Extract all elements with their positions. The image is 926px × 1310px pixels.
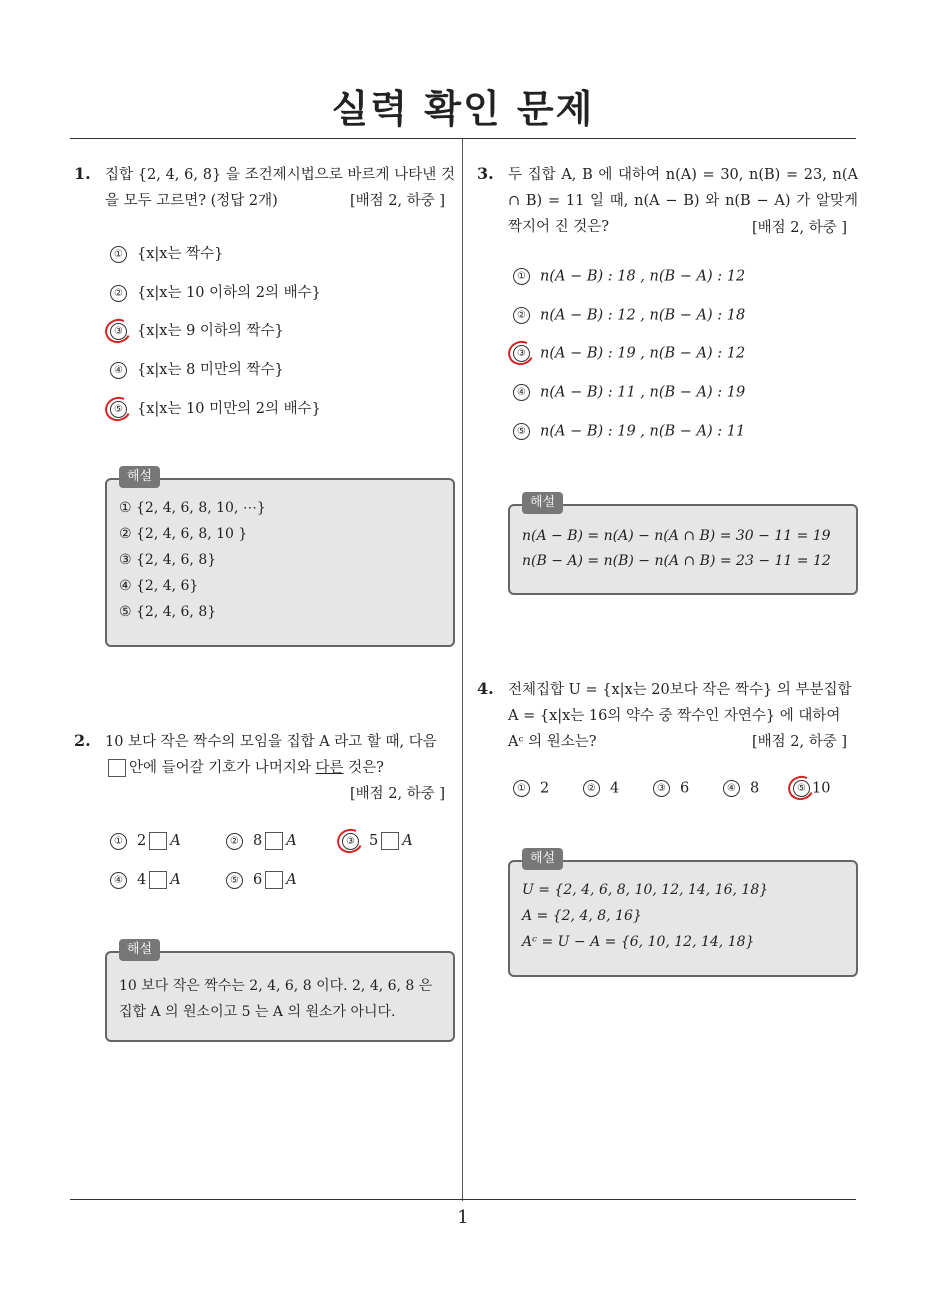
option-number-5: ⑤ <box>226 872 243 889</box>
option-number-3: ③ <box>513 345 530 362</box>
q4-option-3[interactable]: ③ 6 <box>653 780 689 797</box>
question-number-4: 4. <box>477 679 494 698</box>
question-2-text: 10 보다 작은 짝수의 모임을 집합 A 라고 할 때, 다음 안에 들어갈 기호가 나머지와 다른 것은? <box>105 734 437 776</box>
solution-tag: 해설 <box>522 492 563 514</box>
solution-line: U = {2, 4, 6, 8, 10, 12, 14, 16, 18} <box>522 882 769 898</box>
solution-line: ④ {2, 4, 6} <box>119 578 199 594</box>
answer-mark <box>334 825 366 856</box>
q1-option-4[interactable] <box>110 358 284 379</box>
option-text: {x|x는 10 미만의 2의 배수} <box>137 401 321 417</box>
q1-option-5[interactable] <box>110 397 321 418</box>
question-number-1: 1. <box>74 164 91 183</box>
option-text: {x|x는 8 미만의 짝수} <box>137 362 284 378</box>
question-1-text: 집합 {2, 4, 6, 8} 을 조건제시법으로 바르게 나타낸 것을 모두 고르면? (정답 2개) <box>105 167 455 209</box>
option-number-4: ④ <box>513 384 530 401</box>
option-number-1: ① <box>110 246 127 263</box>
option-number-2: ② <box>110 285 127 302</box>
question-2-meta: [배점 2, 하중 ] <box>350 786 446 802</box>
q1-solution-box <box>105 469 455 647</box>
option-text: {x|x는 9 이하의 짝수} <box>137 323 284 339</box>
option-text: {x|x는 10 이하의 2의 배수} <box>137 285 321 301</box>
option-number-3: ③ <box>653 780 670 797</box>
blank-box <box>149 832 167 850</box>
solution-line: A = {2, 4, 8, 16} <box>522 908 642 924</box>
blank-box <box>381 832 399 850</box>
option-number-4: ④ <box>723 780 740 797</box>
q2-option-3[interactable]: ③ 5 A <box>342 832 413 850</box>
q2-option-1[interactable]: ① 2 A <box>110 832 181 850</box>
answer-mark <box>785 773 817 804</box>
solution-line: 집합 A 의 원소이고 5 는 A 의 원소가 아니다. <box>119 1004 396 1020</box>
q4-option-5[interactable]: ⑤ 10 <box>793 780 830 797</box>
option-number-3: ③ <box>342 833 359 850</box>
q2-option-5[interactable]: ⑤ 6 A <box>226 871 297 889</box>
answer-mark <box>102 393 134 424</box>
solution-tag: 해설 <box>522 848 563 870</box>
question-4-meta: [배점 2, 하중 ] <box>752 734 848 750</box>
option-number-5: ⑤ <box>793 780 810 797</box>
q3-option-4[interactable] <box>513 384 745 401</box>
q3-solution-box <box>508 495 858 595</box>
option-text: n(A − B) : 11 , n(B − A) : 19 <box>540 384 746 401</box>
option-text: {x|x는 짝수} <box>137 246 224 262</box>
column-divider <box>462 139 463 1201</box>
answer-mark <box>505 338 537 369</box>
option-number-2: ② <box>226 833 243 850</box>
answer-mark <box>102 315 134 346</box>
option-number-5: ⑤ <box>513 423 530 440</box>
q2-option-2[interactable]: ② 8 A <box>226 832 297 850</box>
q1-option-3[interactable] <box>110 319 284 340</box>
option-number-1: ① <box>110 833 127 850</box>
solution-tag: 해설 <box>119 939 160 961</box>
q3-option-1[interactable] <box>513 268 745 285</box>
blank-box <box>108 759 126 777</box>
q4-option-4[interactable]: ④ 8 <box>723 780 759 797</box>
q3-option-5[interactable] <box>513 423 745 440</box>
bottom-rule <box>70 1199 856 1200</box>
solution-line: ⑤ {2, 4, 6, 8} <box>119 604 217 620</box>
page-number: 1 <box>457 1207 469 1228</box>
q4-option-2[interactable]: ② 4 <box>583 780 619 797</box>
question-3-text: 두 집합 A, B 에 대하여 n(A) = 30, n(B) = 23, n(A ∩ B) = 11 일 때, n(A − B) 와 n(B − A) 가 알맞게 짝지어 진 것은? <box>508 167 858 235</box>
top-rule <box>70 138 856 139</box>
q3-option-2[interactable] <box>513 307 745 324</box>
solution-line: n(A − B) = n(A) − n(A ∩ B) = 30 − 11 = 19 <box>522 528 831 544</box>
blank-box <box>149 871 167 889</box>
blank-box <box>265 871 283 889</box>
option-number-1: ① <box>513 780 530 797</box>
option-text: n(A − B) : 19 , n(B − A) : 11 <box>540 423 746 440</box>
question-3-meta: [배점 2, 하중 ] <box>752 220 848 236</box>
solution-line: ① {2, 4, 6, 8, 10, ⋯} <box>119 500 266 516</box>
option-number-4: ④ <box>110 872 127 889</box>
q1-option-2[interactable] <box>110 281 321 302</box>
q4-solution-box <box>508 851 858 977</box>
option-number-3: ③ <box>110 323 127 340</box>
option-text: n(A − B) : 12 , n(B − A) : 18 <box>540 307 746 324</box>
solution-line: ② {2, 4, 6, 8, 10 } <box>119 526 248 542</box>
option-number-5: ⑤ <box>110 401 127 418</box>
option-number-2: ② <box>583 780 600 797</box>
q2-solution-box <box>105 942 455 1042</box>
option-text: n(A − B) : 18 , n(B − A) : 12 <box>540 268 746 285</box>
option-number-2: ② <box>513 307 530 324</box>
solution-line: n(B − A) = n(B) − n(A ∩ B) = 23 − 11 = 12 <box>522 553 831 569</box>
option-number-4: ④ <box>110 362 127 379</box>
q2-option-4[interactable]: ④ 4 A <box>110 871 181 889</box>
solution-tag: 해설 <box>119 466 160 488</box>
question-number-2: 2. <box>74 731 91 750</box>
solution-line: Aᶜ = U − A = {6, 10, 12, 14, 18} <box>522 934 755 950</box>
question-4-text: 전체집합 U = {x|x는 20보다 작은 짝수} 의 부분집합 A = {x|x는 16의 약수 중 짝수인 자연수} 에 대하여 Aᶜ 의 원소는? <box>508 682 852 750</box>
option-text: n(A − B) : 19 , n(B − A) : 12 <box>540 345 746 362</box>
q4-option-1[interactable]: ① 2 <box>513 780 549 797</box>
question-number-3: 3. <box>477 164 494 183</box>
solution-line: 10 보다 작은 짝수는 2, 4, 6, 8 이다. 2, 4, 6, 8 은 <box>119 978 433 994</box>
q1-option-1[interactable] <box>110 242 223 263</box>
blank-box <box>265 832 283 850</box>
option-number-1: ① <box>513 268 530 285</box>
solution-line: ③ {2, 4, 6, 8} <box>119 552 217 568</box>
q3-option-3[interactable] <box>513 345 745 362</box>
question-1-meta: [배점 2, 하중 ] <box>350 193 446 209</box>
page-title: 실력 확인 문제 <box>331 87 595 131</box>
